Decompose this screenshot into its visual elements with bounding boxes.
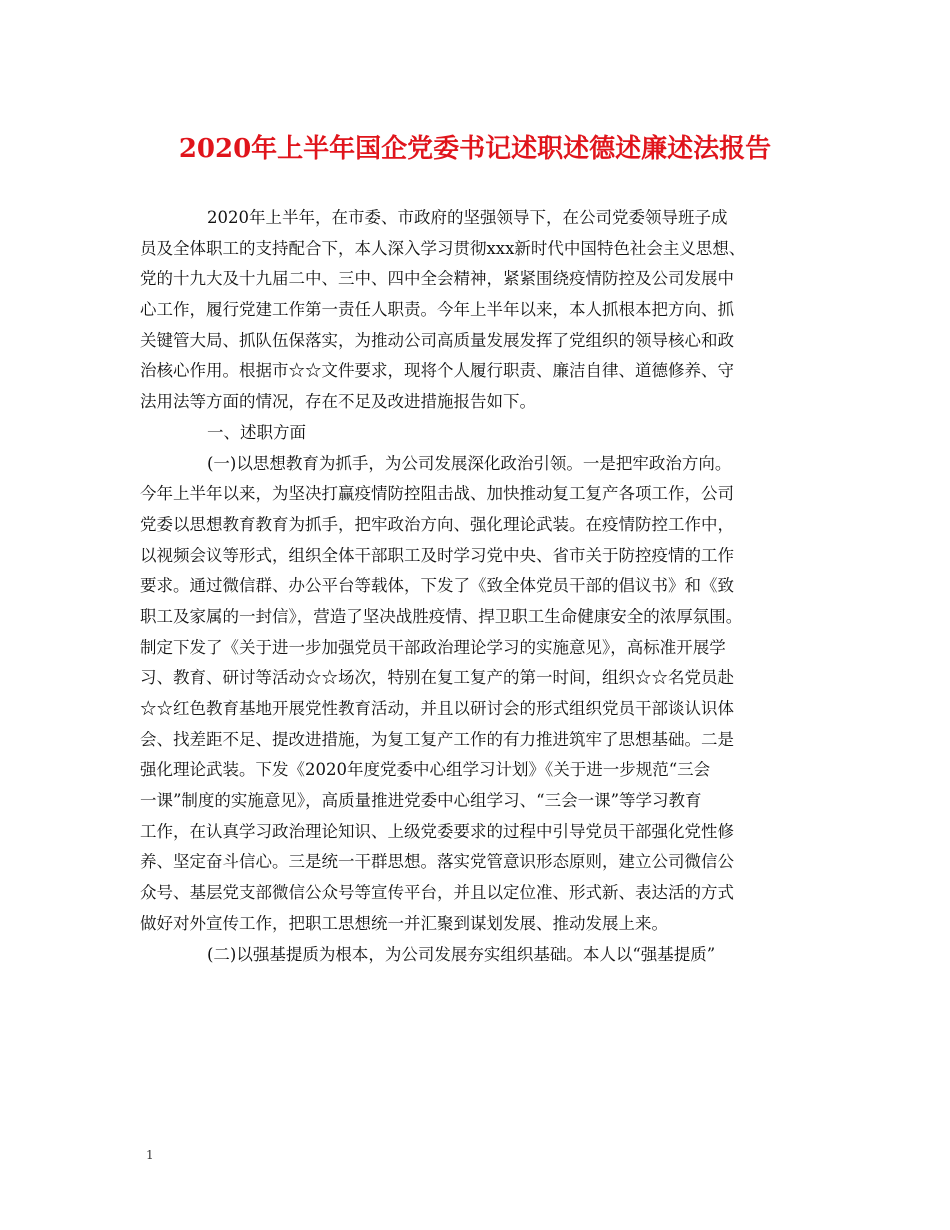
document-title: 2020年上半年国企党委书记述职述德述廉述法报告 xyxy=(178,134,772,164)
paragraph-line: 党的十九大及十九届二中、三中、四中全会精神，紧紧围绕疫情防控及公司发展中 xyxy=(140,269,734,289)
paragraph-line: 治核心作用。根据市☆☆文件要求，现将个人履行职责、廉洁自律、道德修养、守 xyxy=(140,361,734,381)
paragraph-line: 今年上半年以来，为坚决打赢疫情防控阻击战、加快推动复工复产各项工作，公司 xyxy=(140,484,734,504)
paragraph-line: 习、教育、研讨等活动☆☆场次，特别在复工复产的第一时间，组织☆☆名党员赴 xyxy=(140,668,734,688)
paragraph-line: 工作，在认真学习政治理论知识、上级党委要求的过程中引导党员干部强化党性修 xyxy=(140,821,734,841)
paragraph-line: (二)以强基提质为根本，为公司发展夯实组织基础。本人以“强基提质” xyxy=(207,944,716,964)
paragraph-line: 法用法等方面的情况，存在不足及改进措施报告如下。 xyxy=(140,392,536,412)
paragraph-line: 一、述职方面 xyxy=(207,422,306,442)
paragraph-line: ☆☆红色教育基地开展党性教育活动，并且以研讨会的形式组织党员干部谈认识体 xyxy=(140,699,734,718)
page-number: 1 xyxy=(146,1148,154,1162)
paragraph-line: 众号、基层党支部微信公众号等宣传平台，并且以定位准、形式新、表达活的方式 xyxy=(140,883,734,903)
paragraph-line: 一课”制度的实施意见》，高质量推进党委中心组学习、“三会一课”等学习教育 xyxy=(140,791,702,811)
paragraph-line: 要求。通过微信群、办公平台等载体，下发了《致全体党员干部的倡议书》和《致 xyxy=(140,576,734,596)
paragraph-line: 2020年上半年，在市委、市政府的坚强领导下，在公司党委领导班子成 xyxy=(207,208,728,227)
paragraph-line: 党委以思想教育教育为抓手，把牢政治方向、强化理论武装。在疫情防控工作中， xyxy=(140,514,734,534)
document-body xyxy=(140,203,812,970)
paragraph-line: 养、坚定奋斗信心。三是统一干群思想。落实党管意识形态原则，建立公司微信公 xyxy=(140,852,734,872)
paragraph-line: 做好对外宣传工作，把职工思想统一并汇聚到谋划发展、推动发展上来。 xyxy=(140,913,668,933)
paragraph-line: 心工作，履行党建工作第一责任人职责。今年上半年以来，本人抓根本把方向、抓 xyxy=(140,300,734,320)
paragraph-line: 职工及家属的一封信》，营造了坚决战胜疫情、捍卫职工生命健康安全的浓厚氛围。 xyxy=(140,606,743,626)
paragraph-line: 强化理论武装。下发《2020年度党委中心组学习计划》《关于进一步规范“三会 xyxy=(140,760,711,780)
paragraph-line: 员及全体职工的支持配合下，本人深入学习贯彻xxx新时代中国特色社会主义思想、 xyxy=(140,238,746,258)
paragraph-line: 制定下发了《关于进一步加强党员干部政治理论学习的实施意见》，高标准开展学 xyxy=(140,637,726,657)
paragraph-line: (一)以思想教育为抓手，为公司发展深化政治引领。一是把牢政治方向。 xyxy=(207,453,732,473)
paragraph-line: 关键管大局、抓队伍保落实，为推动公司高质量发展发挥了党组织的领导核心和政 xyxy=(140,330,734,350)
paragraph-line: 会、找差距不足、提改进措施，为复工复产工作的有力推进筑牢了思想基础。二是 xyxy=(140,729,734,749)
paragraph-line: 以视频会议等形式，组织全体干部职工及时学习党中央、省市关于防控疫情的工作 xyxy=(140,545,734,565)
